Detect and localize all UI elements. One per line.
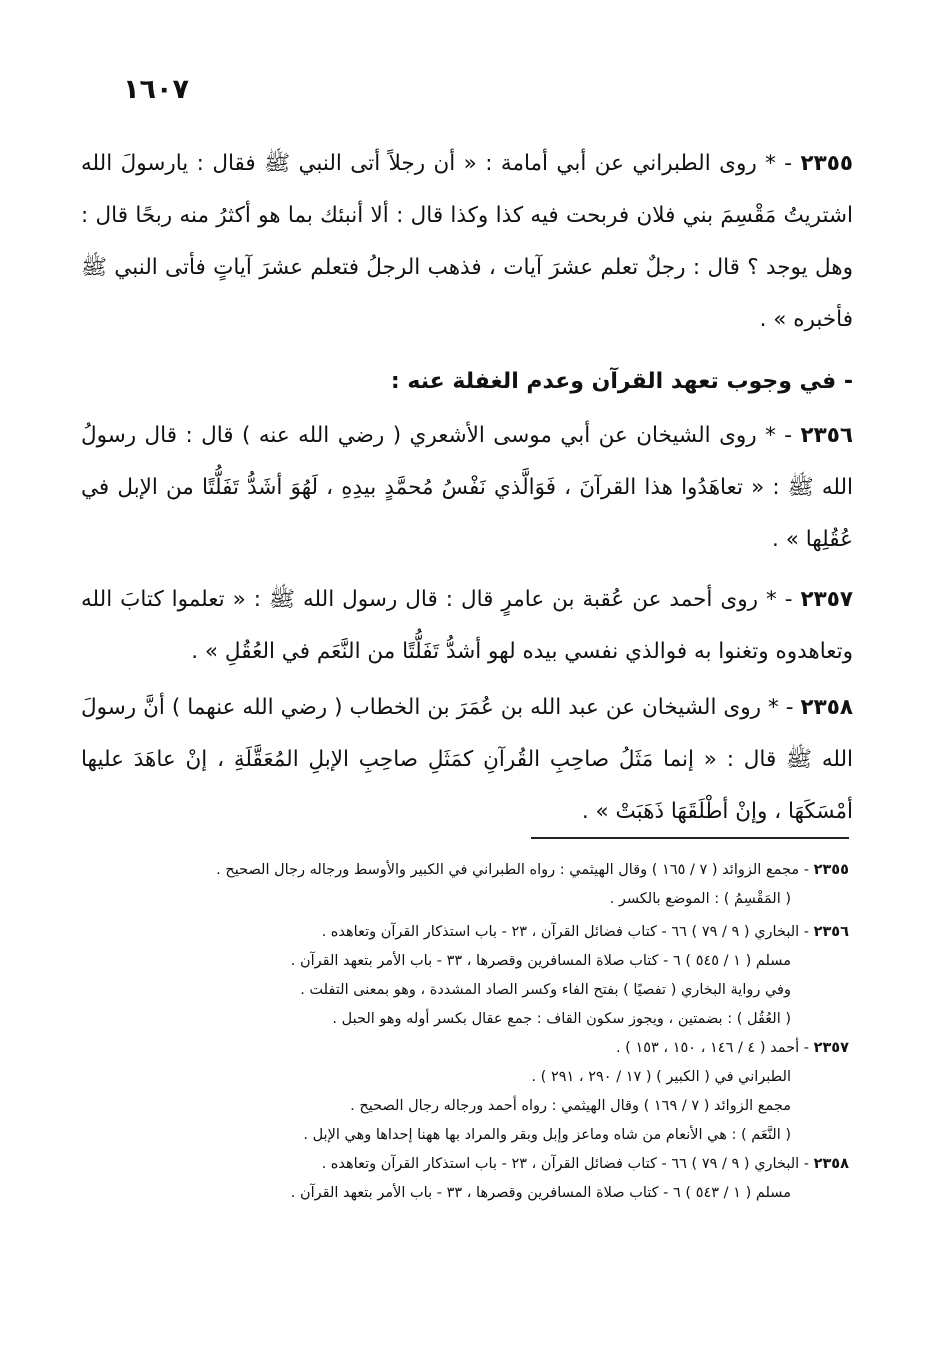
footnote-line — [81, 1034, 849, 1063]
footnote-line: الطبراني في ( الكبير ) ( ١٧ / ٢٩٠ ، ٢٩١ ) . — [531, 1069, 791, 1085]
footnote-line: مجمع الزوائد ( ٧ / ١٦٩ ) وقال الهيثمي : رواه أحمد ورجاله رجال الصحيح . — [350, 1098, 791, 1114]
hadith-2355 — [81, 138, 853, 346]
footnote-text: - البخاري ( ٩ / ٧٩ ) ٦٦ - كتاب فضائل القرآن ، ٢٣ - باب استذكار القرآن وتعاهده . — [321, 1156, 809, 1172]
footnote-line: وفي رواية البخاري ( تفصيًا ) بفتح الفاء وكسر الصاد المشددة ، وهو بمعنى التفلت . — [300, 982, 791, 998]
section-heading: - في وجوب تعهد القرآن وعدم الغفلة عنه : — [390, 369, 853, 394]
hadith-number: ٢٣٥٧ — [800, 587, 853, 612]
hadith-2358 — [81, 682, 853, 838]
footnote-line: مسلم ( ١ / ٥٤٣ ) ٦ - كتاب صلاة المسافرين وقصرها ، ٣٣ - باب الأمر بتعهد القرآن . — [290, 1185, 791, 1201]
footnote-line: ( العُقُل ) : بضمتين ، ويجوز سكون القاف : جمع عقال بكسر أوله وهو الحبل . — [332, 1011, 791, 1027]
hadith-number: ٢٣٥٨ — [800, 695, 853, 720]
hadith-number: ٢٣٥٦ — [800, 423, 853, 448]
hadith-text: - * روى الطبراني عن أبي أمامة : « أن رجلاً أتى النبي ﷺ فقال : يارسولَ الله اشتريتُ مَقْسِمَ بني فلان فربحت فيه كذا وكذا قال : ألا أنبئك بما هو أكثرُ منه ربحًا قال : وهل يوجد ؟ قال : رجلٌ تعلم عشرَ آيات ، فذهب الرجلُ فتعلم عشرَ آياتٍ فأتى النبي ﷺ فأخبره » . — [81, 151, 853, 332]
footnote-number: ٢٣٥٧ — [813, 1040, 849, 1056]
footnote-number: ٢٣٥٦ — [813, 924, 849, 940]
footnote-line — [81, 856, 849, 885]
footnote-divider — [531, 837, 849, 839]
footnote-text: - مجمع الزوائد ( ٧ / ١٦٥ ) وقال الهيثمي : رواه الطبراني في الكبير والأوسط ورجاله رجال الصحيح . — [216, 862, 809, 878]
footnote-text: - البخاري ( ٩ / ٧٩ ) ٦٦ - كتاب فضائل القرآن ، ٢٣ - باب استذكار القرآن وتعاهده . — [321, 924, 809, 940]
hadith-text: - * روى الشيخان عن أبي موسى الأشعري ( رضي الله عنه ) قال : قال رسولُ الله ﷺ : « تعاهَدُوا هذا القرآنَ ، فَوَالَّذي نَفْسُ مُحمَّدٍ بيدِهِ ، لَهُوَ أشَدُّ تَفَلُّتًا من الإبل في عُقُلِها » . — [81, 423, 853, 552]
footnote-line: ( النَّعَم ) : هي الأنعام من شاه وماعز وإبل وبقر والمراد بها ههنا إحداها وهي الإبل . — [303, 1127, 791, 1143]
footnote-line: ( المَقْسِمُ ) : الموضع بالكسر . — [609, 891, 791, 907]
footnotes — [81, 856, 849, 1208]
main-text — [81, 138, 853, 838]
footnote-number: ٢٣٥٨ — [813, 1156, 849, 1172]
hadith-2356 — [81, 410, 853, 566]
hadith-text: - * روى الشيخان عن عبد الله بن عُمَرَ بن الخطاب ( رضي الله عنهما ) أنَّ رسولَ الله ﷺ قال : « إنما مَثَلُ صاحِبِ القُرآنِ كمَثَلِ صاحِبِ الإبلِ المُعَقَّلَةِ ، إنْ عاهَدَ عليها أمْسَكَهَا ، وإنْ أطْلَقَهَا ذَهَبَتْ » . — [81, 695, 853, 824]
footnote-line: مسلم ( ١ / ٥٤٥ ) ٦ - كتاب صلاة المسافرين وقصرها ، ٣٣ - باب الأمر بتعهد القرآن . — [290, 953, 791, 969]
hadith-number: ٢٣٥٥ — [800, 151, 853, 176]
footnote-number: ٢٣٥٥ — [813, 862, 849, 878]
hadith-text: - * روى أحمد عن عُقبة بن عامرٍ قال : قال رسول الله ﷺ : « تعلموا كتابَ الله وتعاهدوه وتغنوا به فوالذي نفسي بيده لهو أشدُّ تَفَلُّتًا من النَّعَم في العُقُلِ » . — [81, 587, 853, 664]
hadith-2357 — [81, 574, 853, 678]
page-number: ١٦٠٧ — [123, 74, 189, 105]
footnote-line — [81, 1150, 849, 1179]
footnote-text: - أحمد ( ٤ / ١٤٦ ، ١٥٠ ، ١٥٣ ) . — [615, 1040, 809, 1056]
footnote-line — [81, 918, 849, 947]
